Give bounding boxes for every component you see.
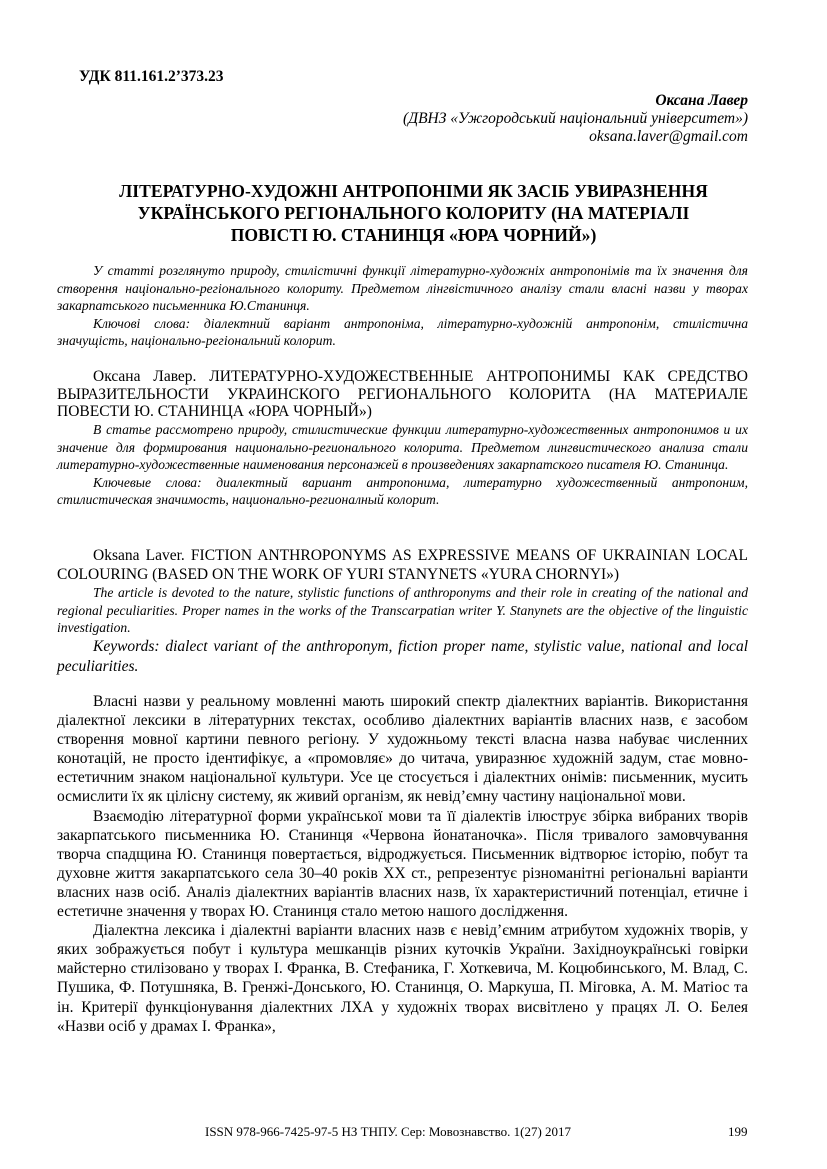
author-affiliation: (ДВНЗ «Ужгородський національний університет») [403,110,748,127]
abstract-russian [57,368,748,509]
author-email: oksana.laver@gmail.com [589,128,748,145]
abstract-english [57,546,748,677]
abstract-en-heading: Oksana Laver. FICTION ANTHROPONYMS AS EXPRESSIVE MEANS OF UKRAINIAN LOCAL COLOURING (BASED ON THE WORK OF YURI STANYNETS «YURA CHORNYI») [57,547,748,583]
udk-code: УДК 811.161.2’373.23 [79,68,224,85]
abstract-ru-heading: Оксана Лавер. ЛИТЕРАТУРНО-ХУДОЖЕСТВЕННЫЕ АНТРОПОНИМЫ КАК СРЕДСТВО ВЫРАЗИТЕЛЬНОСТИ УКРАИНСКОГО РЕГИОНАЛЬНОГО КОЛОРИТА (НА МАТЕРИАЛЕ ПОВЕСТИ Ю. СТАНИНЦА «ЮРА ЧОРНЫЙ») [57,368,748,421]
abstract-ru-keywords: Ключевые слова: диалектный вариант антропонима, литературно художественный антропоним, стилистическая значимость, национально-регионалный колорит. [57,474,748,508]
title-line: УКРАЇНСЬКОГО РЕГІОНАЛЬНОГО КОЛОРИТУ (НА МАТЕРІАЛІ [137,203,690,223]
abstract-ua-text: У статті розглянуто природу, стилістичні функції літературно-художніх антропонімів та їх значення для створення національно-регіонального колориту. Предметом лінгвістичного аналізу стали власні назви у творах закарпатського письменника Ю.Станинця. [57,263,748,313]
article-title [79,180,748,246]
abstract-ua-keywords: Ключові слова: діалектний варіант антропоніма, літературно-художній антропонім, стилістична значущість, національно-регіональний колорит. [57,315,748,348]
abstract-ru-text: В статье рассмотрено природу, стилистические функции литературно-художественных антропонимов и их значение для формирования национально-регионального колорита. Предметом лингвистического анализа стали литературно-художественные наименования персонажей в произведениях закарпатского писателя Ю. Станинца. [57,422,748,473]
author-name: Оксана Лавер [655,92,748,109]
abstract-ukrainian [57,262,748,350]
title-line: ПОВІСТІ Ю. СТАНИНЦЯ «ЮРА ЧОРНИЙ») [230,225,597,245]
title-line: ЛІТЕРАТУРНО-ХУДОЖНІ АНТРОПОНІМИ ЯК ЗАСІБ УВИРАЗНЕННЯ [119,181,708,201]
body-paragraph: Діалектна лексика і діалектні варіанти власних назв є невід’ємним атрибутом художніх творів, у яких зображується побут і культура мешканців різних куточків України. Західноукраїнські говірки майстерно стилізовано у творах І. Франка, В. Стефаника, Г. Хоткевича, М. Коцюбинського, М. Влад, С. Пушика, Ф. Потушняка, В. Гренжі-Донського, Ю. Станинця, О. Маркуша, П. Міговка, А. М. Матіос та ін. Критерії функціонування діалектних ЛХА у художніх творах висвітлено у працях Л. О. Белея «Назви осіб у драмах І. Франка», [57,922,748,1035]
page-number: 199 [728,1124,748,1139]
body-paragraph: Власні назви у реальному мовленні мають широкий спектр діалектних варіантів. Використання діалектної лексики в літературних текстах, особливо діалектних варіантів власних назв, є засобом створення мовної картини певного регіону. У художньому тексті власна назва набуває численних конотацій, не просто ідентифікує, а «промовляє» до читача, увиразнює художній задум, стає мовно-естетичним знаком національної культури. Усе це стосується і діалектних онімів: письменник, мусить осмислити їх як цілісну систему, як живий організм, як невід’ємну частину національної мови. [57,693,748,806]
abstract-en-keywords: Keywords: dialect variant of the anthroponym, fiction proper name, stylistic value, national and local peculiarities. [57,637,748,675]
author-block [403,92,748,146]
abstract-en-text: The article is devoted to the nature, stylistic functions of anthroponyms and their role in creating of the national and regional peculiarities. Proper names in the works of the Transcarpatian writer Y. Stanynets are the objective of the linguistic investigation. [57,585,748,635]
article-body [57,692,748,1036]
body-paragraph: Взаємодію літературної форми української мови та її діалектів ілюструє збірка вибраних творів закарпатського письменника Ю. Станинця «Червона йонатаночка». Після тривалого замовчування творча спадщина Ю. Станинця повертається, відроджується. Письменник відтворює історію, побут та духовне життя закарпатського села 30–40 років XX ст., репрезентує різноманітні регіональні варіанти власних назв осіб. Аналіз діалектних варіантів власних назв, їх характеристичний потенціал, етичне і естетичне значення у творах Ю. Станинця стало метою нашого дослідження. [57,807,748,921]
footer-issn: ISSN 978-966-7425-97-5 НЗ ТНПУ. Сер: Мовознавство. 1(27) 2017 [205,1124,572,1139]
